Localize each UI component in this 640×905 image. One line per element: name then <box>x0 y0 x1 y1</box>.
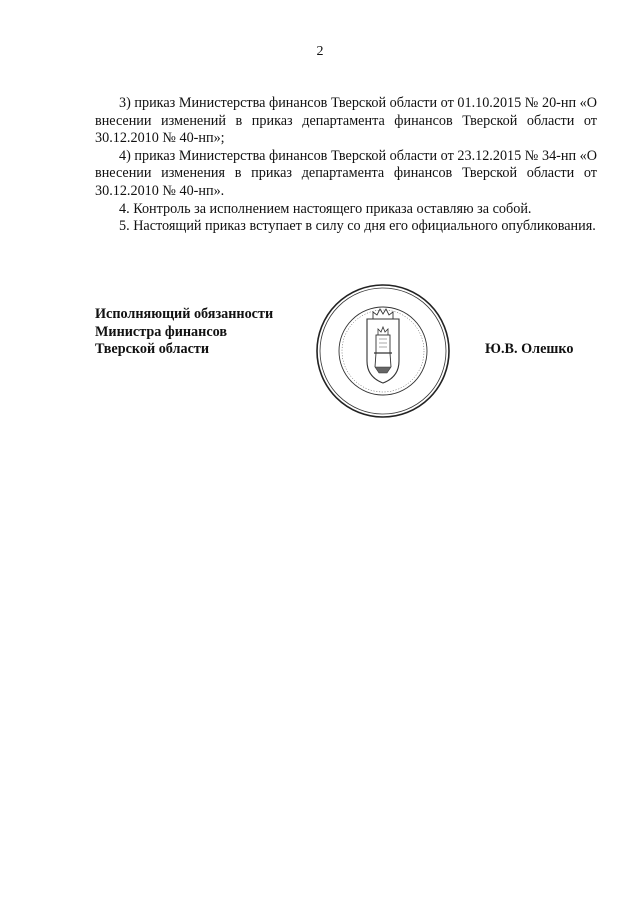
seal-icon <box>315 283 451 419</box>
paragraph-item-3: 3) приказ Министерства финансов Тверской области от 01.10.2015 № 20-нп «О внесении изменений в приказ департамента финансов Тверской области от 30.12.2010 № 40-нп»; <box>95 95 597 147</box>
paragraph-item-4: 4) приказ Министерства финансов Тверской области от 23.12.2015 № 34-нп «О внесении изменения в приказ департамента финансов Тверской области от 30.12.2010 № 40-нп». <box>95 147 597 199</box>
signature-title-line-2: Министра финансов <box>95 323 228 340</box>
signer-name: Ю.В. Олешко <box>485 341 574 357</box>
signature-title-block <box>95 306 273 359</box>
signature-title-line-3: Тверской области <box>95 341 210 358</box>
document-body <box>95 95 597 236</box>
signature-title-line-1: Исполняющий обязанности <box>95 306 274 322</box>
paragraph-control: 4. Контроль за исполнением настоящего приказа оставляю за собой. <box>119 200 532 217</box>
page-number: 2 <box>316 44 324 59</box>
official-seal-stamp <box>315 283 451 419</box>
paragraph-effective: 5. Настоящий приказ вступает в силу со дня его официального опубликования. <box>119 218 596 235</box>
